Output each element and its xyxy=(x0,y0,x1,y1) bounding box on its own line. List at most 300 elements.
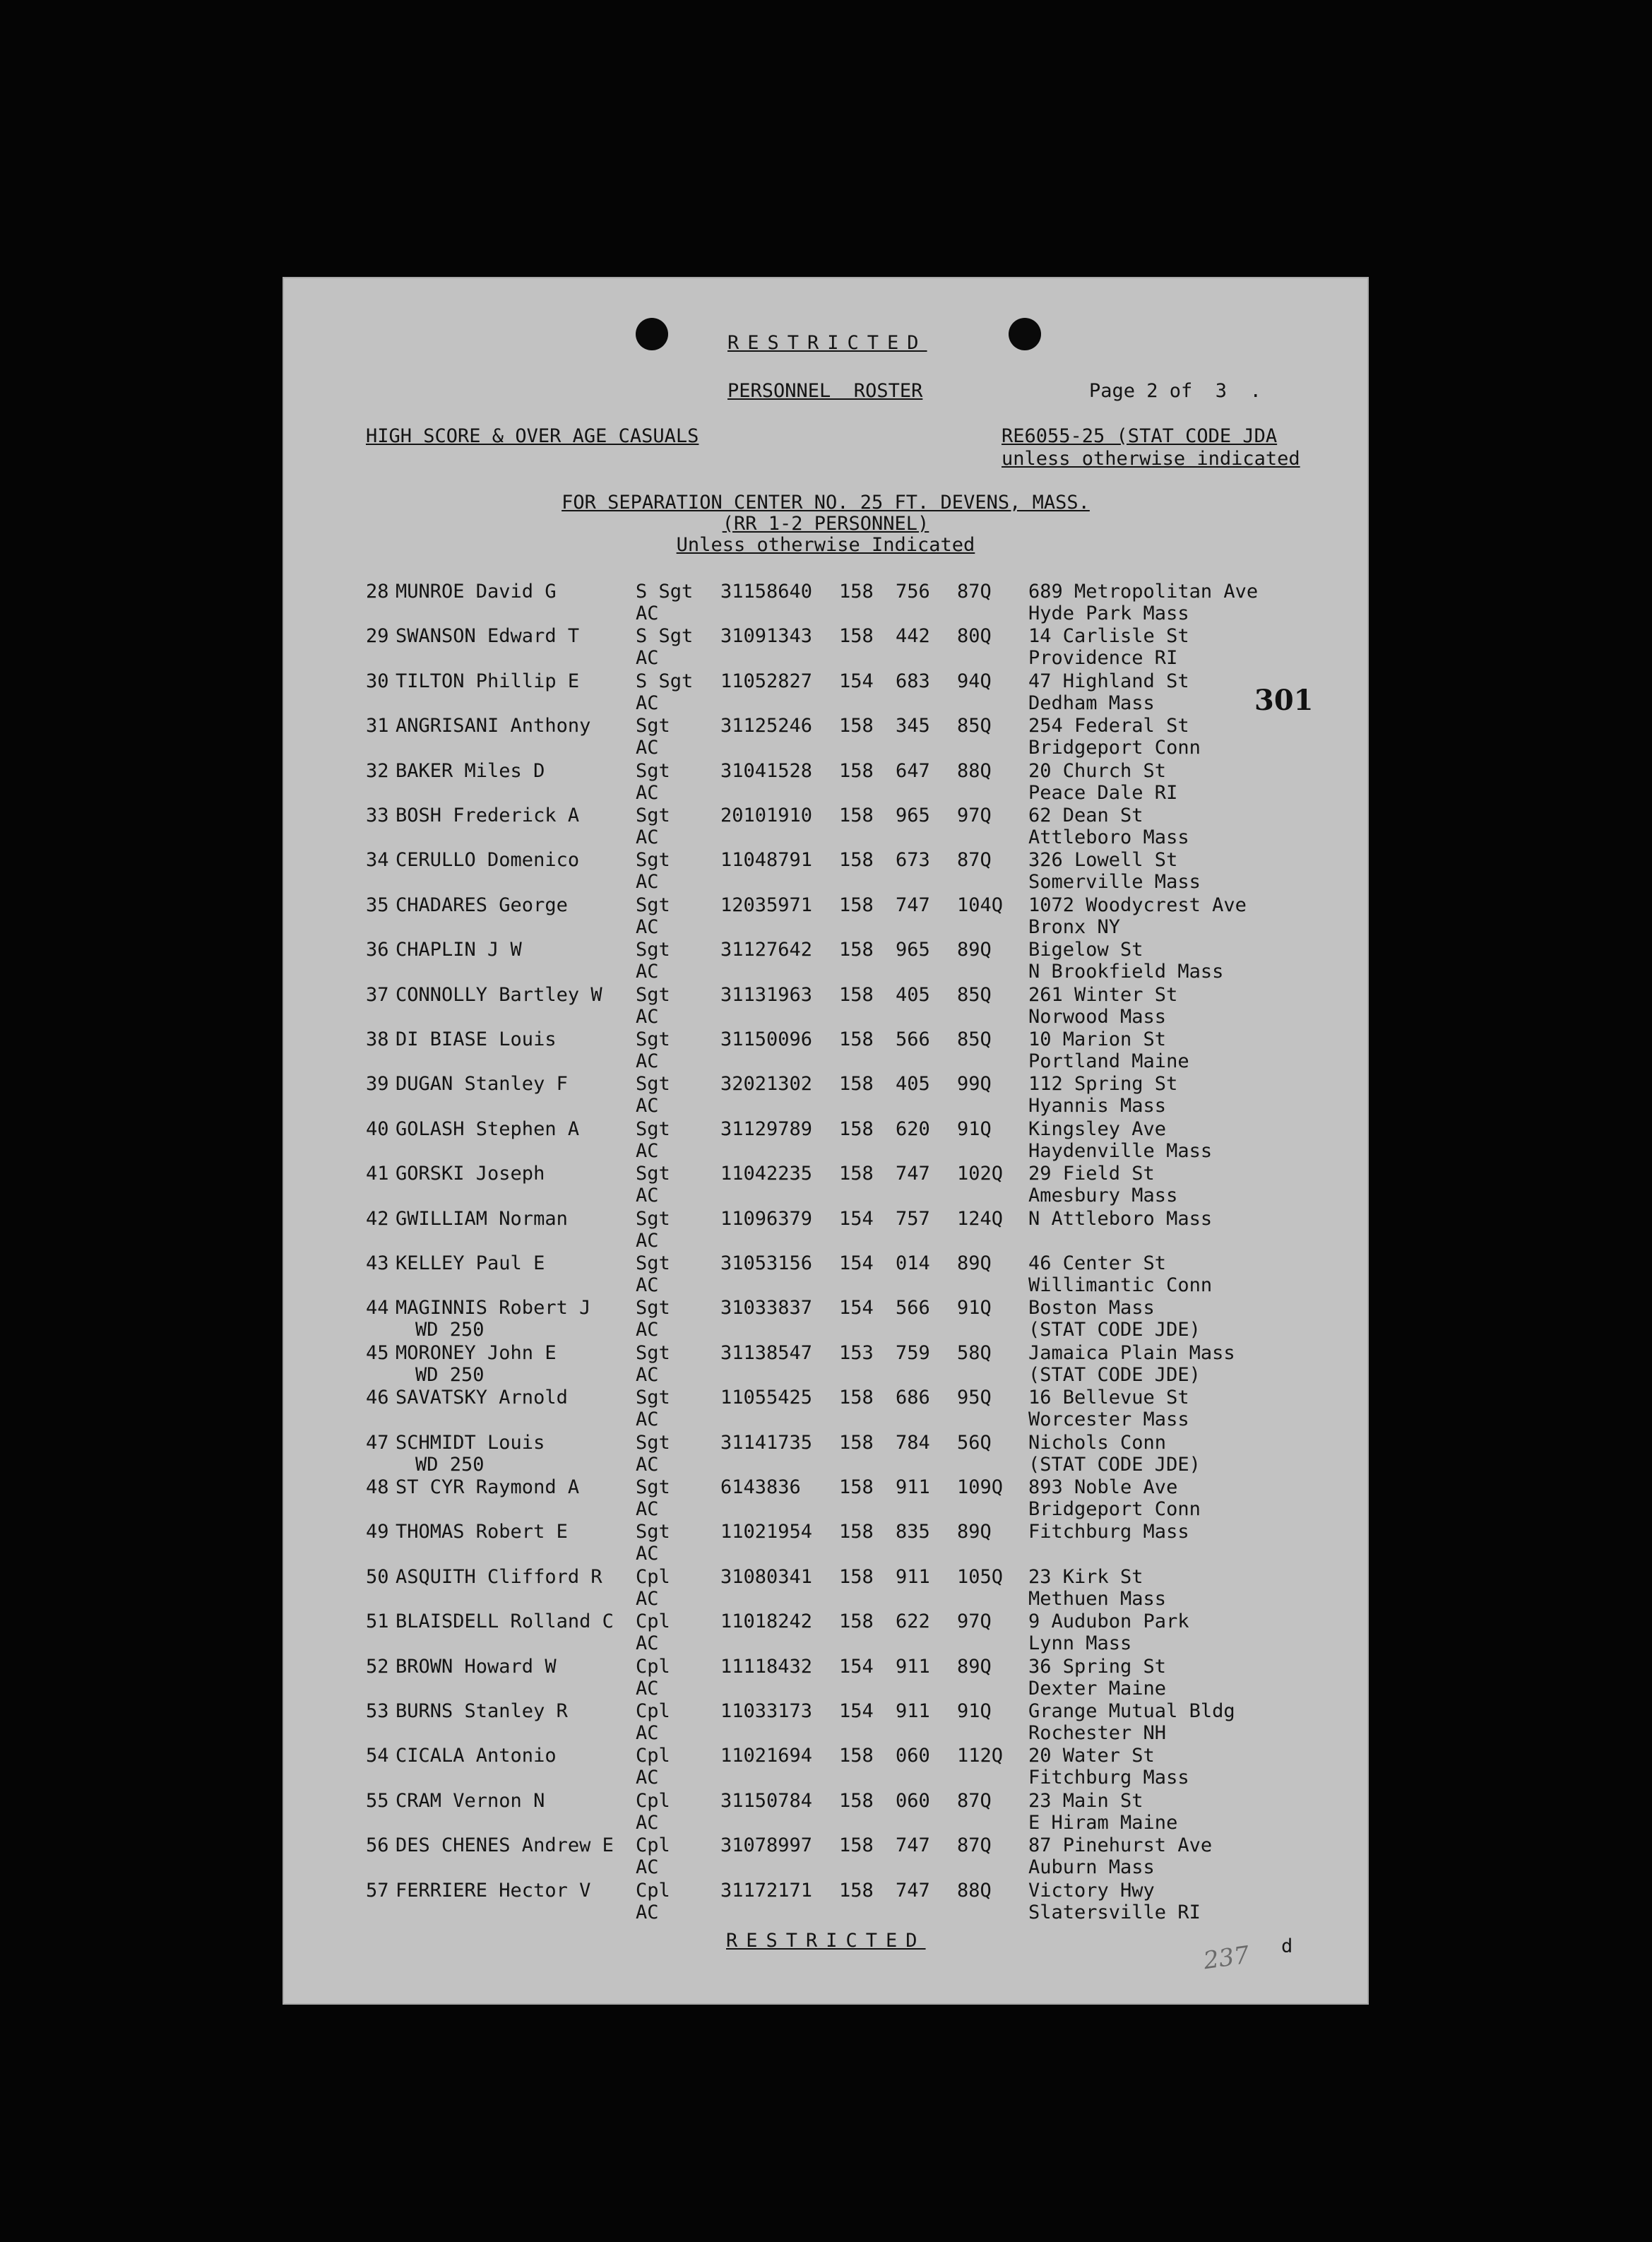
serial-number: 31041528 xyxy=(720,759,813,782)
grade: Cpl xyxy=(636,1611,670,1633)
center-line-1: FOR SEPARATION CENTER NO. 25 FT. DEVENS, MASS. xyxy=(561,492,1090,514)
mos-code: 622 xyxy=(896,1611,930,1633)
mos-code: 911 xyxy=(896,1700,930,1722)
soldier-name: DES CHENES Andrew E xyxy=(396,1834,614,1857)
asr-score: 97Q xyxy=(957,805,992,826)
address-line-2: Attleboro Mass xyxy=(1028,826,1189,848)
grade: Sgt xyxy=(636,1431,670,1454)
soldier-name: GORSKI Joseph xyxy=(396,1163,545,1185)
asr-score: 80Q xyxy=(957,625,992,648)
asr-score: 109Q xyxy=(957,1476,1004,1498)
grade: Sgt xyxy=(636,1073,670,1096)
soldier-name: BURNS Stanley R xyxy=(396,1700,568,1722)
roster-row xyxy=(283,1746,1369,1791)
asr-score: 87Q xyxy=(957,581,992,603)
grade: Cpl xyxy=(636,1700,670,1722)
component: AC xyxy=(636,1095,659,1117)
ssn-code: 158 xyxy=(839,1521,874,1543)
component: AC xyxy=(636,692,659,714)
serial-number: 31127642 xyxy=(720,939,813,961)
address-line-1: 326 Lowell St xyxy=(1028,849,1178,872)
row-number: 50 xyxy=(366,1565,389,1588)
ssn-code: 153 xyxy=(839,1341,874,1364)
asr-score: 85Q xyxy=(957,1028,992,1050)
address-line-2: Hyde Park Mass xyxy=(1028,603,1189,624)
soldier-name: ANGRISANI Anthony xyxy=(396,715,591,737)
soldier-name: DI BIASE Louis xyxy=(396,1028,557,1050)
soldier-name: BROWN Howard W xyxy=(396,1655,557,1678)
component: AC xyxy=(636,1050,659,1072)
component: AC xyxy=(636,1185,659,1207)
row-number: 41 xyxy=(366,1163,389,1185)
component: AC xyxy=(636,647,659,670)
address-line-2: Amesbury Mass xyxy=(1028,1185,1178,1207)
address-line-2: Auburn Mass xyxy=(1028,1856,1155,1879)
center-line-2: (RR 1-2 PERSONNEL) xyxy=(722,513,929,535)
asr-score: 87Q xyxy=(957,1834,992,1857)
row-number: 30 xyxy=(366,670,389,692)
row-number: 33 xyxy=(366,805,389,826)
serial-number: 31172171 xyxy=(720,1879,813,1902)
serial-number: 11033173 xyxy=(720,1700,813,1722)
component: AC xyxy=(636,1767,659,1789)
roster-row xyxy=(283,1478,1369,1523)
component: AC xyxy=(636,1229,659,1252)
row-number: 49 xyxy=(366,1521,389,1543)
mos-code: 759 xyxy=(896,1341,930,1364)
roster-row xyxy=(283,1254,1369,1299)
soldier-name: FERRIERE Hector V xyxy=(396,1879,591,1902)
address-line-2: Rochester NH xyxy=(1028,1722,1167,1744)
roster-row xyxy=(283,1702,1369,1747)
grade: Sgt xyxy=(636,1341,670,1364)
roster-row xyxy=(283,1522,1369,1567)
soldier-name: CICALA Antonio xyxy=(396,1745,557,1767)
roster-row xyxy=(283,940,1369,985)
address-line-1: 10 Marion St xyxy=(1028,1028,1167,1050)
soldier-name: BOSH Frederick A xyxy=(396,805,580,826)
asr-score: 89Q xyxy=(957,1252,992,1274)
mos-code: 747 xyxy=(896,1163,930,1185)
asr-score: 91Q xyxy=(957,1700,992,1722)
row-number: 32 xyxy=(366,759,389,782)
soldier-name: SAVATSKY Arnold xyxy=(396,1387,568,1409)
asr-score: 58Q xyxy=(957,1341,992,1364)
roster-row xyxy=(283,627,1369,672)
mos-code: 673 xyxy=(896,849,930,872)
address-line-2: Peace Dale RI xyxy=(1028,781,1178,804)
row-number: 43 xyxy=(366,1252,389,1274)
row-number: 51 xyxy=(366,1611,389,1633)
asr-score: 85Q xyxy=(957,983,992,1006)
roster-row xyxy=(283,582,1369,627)
grade: Sgt xyxy=(636,894,670,916)
mos-code: 965 xyxy=(896,805,930,826)
asr-score: 88Q xyxy=(957,1879,992,1902)
address-line-1: 261 Winter St xyxy=(1028,983,1178,1006)
component: AC xyxy=(636,1587,659,1610)
grade: Cpl xyxy=(636,1879,670,1902)
address-line-1: 23 Main St xyxy=(1028,1789,1143,1812)
roster-row xyxy=(283,1074,1369,1120)
roster-row xyxy=(283,716,1369,761)
soldier-name: CONNOLLY Bartley W xyxy=(396,983,602,1006)
address-line-2: Fitchburg Mass xyxy=(1028,1767,1189,1789)
serial-number: 31129789 xyxy=(720,1117,813,1140)
address-line-1: 62 Dean St xyxy=(1028,805,1143,826)
asr-score: 89Q xyxy=(957,1521,992,1543)
classification-footer: RESTRICTED xyxy=(726,1930,926,1952)
grade: Cpl xyxy=(636,1655,670,1678)
grade: Sgt xyxy=(636,1521,670,1543)
serial-number: 11118432 xyxy=(720,1655,813,1678)
right-title: RE6055-25 (STAT CODE JDA xyxy=(1002,425,1278,447)
component: AC xyxy=(636,1543,659,1565)
ssn-code: 158 xyxy=(839,1789,874,1812)
serial-number: 32021302 xyxy=(720,1073,813,1096)
soldier-name: TILTON Phillip E xyxy=(396,670,580,692)
roster-row xyxy=(283,1791,1369,1837)
ssn-code: 158 xyxy=(839,1073,874,1096)
soldier-name: MAGINNIS Robert J xyxy=(396,1297,591,1319)
component: AC xyxy=(636,1632,659,1655)
address-line-2: Bridgeport Conn xyxy=(1028,737,1201,759)
component: AC xyxy=(636,871,659,894)
ssn-code: 158 xyxy=(839,1431,874,1454)
row-number: 36 xyxy=(366,939,389,961)
ssn-code: 154 xyxy=(839,1207,874,1230)
serial-number: 31053156 xyxy=(720,1252,813,1274)
address-line-2: Methuen Mass xyxy=(1028,1587,1167,1610)
serial-number: 31150096 xyxy=(720,1028,813,1050)
row-number: 53 xyxy=(366,1700,389,1722)
mos-code: 911 xyxy=(896,1476,930,1498)
grade: S Sgt xyxy=(636,625,694,648)
ssn-code: 158 xyxy=(839,894,874,916)
pencil-suffix: d xyxy=(1281,1935,1293,1957)
row-number: 55 xyxy=(366,1789,389,1812)
asr-score: 91Q xyxy=(957,1297,992,1319)
asr-score: 87Q xyxy=(957,849,992,872)
address-line-1: 254 Federal St xyxy=(1028,715,1189,737)
mos-code: 566 xyxy=(896,1028,930,1050)
ssn-code: 154 xyxy=(839,1700,874,1722)
roster-row xyxy=(283,1612,1369,1657)
mos-code: 405 xyxy=(896,1073,930,1096)
roster-title: PERSONNEL ROSTER xyxy=(727,380,923,402)
ssn-code: 158 xyxy=(839,1387,874,1409)
grade: Cpl xyxy=(636,1745,670,1767)
row-number: 47 xyxy=(366,1431,389,1454)
roster-row xyxy=(283,1881,1369,1926)
address-line-1: Victory Hwy xyxy=(1028,1879,1155,1902)
grade: S Sgt xyxy=(636,670,694,692)
grade: S Sgt xyxy=(636,581,694,603)
asr-score: 102Q xyxy=(957,1163,1004,1185)
asr-score: 95Q xyxy=(957,1387,992,1409)
grade: Cpl xyxy=(636,1565,670,1588)
roster-page xyxy=(283,277,1369,2005)
row-number: 57 xyxy=(366,1879,389,1902)
component: AC xyxy=(636,1498,659,1520)
address-line-1: 23 Kirk St xyxy=(1028,1565,1143,1588)
stamped-number: 301 xyxy=(1254,684,1314,717)
address-line-1: 1072 Woodycrest Ave xyxy=(1028,894,1247,916)
ssn-code: 158 xyxy=(839,581,874,603)
asr-score: 88Q xyxy=(957,759,992,782)
serial-number: 6143836 xyxy=(720,1476,801,1498)
asr-score: 112Q xyxy=(957,1745,1004,1767)
address-line-1: 9 Audubon Park xyxy=(1028,1611,1189,1633)
address-line-2: Dexter Maine xyxy=(1028,1677,1167,1700)
ssn-code: 154 xyxy=(839,1655,874,1678)
address-line-2: Norwood Mass xyxy=(1028,1005,1167,1028)
mos-code: 911 xyxy=(896,1565,930,1588)
component: AC xyxy=(636,1408,659,1431)
soldier-name: SCHMIDT Louis xyxy=(396,1431,545,1454)
component: AC xyxy=(636,781,659,804)
ssn-code: 158 xyxy=(839,1163,874,1185)
component: AC xyxy=(636,1005,659,1028)
mos-code: 747 xyxy=(896,1834,930,1857)
asr-score: 85Q xyxy=(957,715,992,737)
component: AC xyxy=(636,1319,659,1341)
component: AC xyxy=(636,961,659,983)
serial-number: 11021954 xyxy=(720,1521,813,1543)
row-number: 56 xyxy=(366,1834,389,1857)
ssn-code: 158 xyxy=(839,983,874,1006)
grade: Sgt xyxy=(636,1163,670,1185)
grade: Sgt xyxy=(636,1252,670,1274)
address-line-2: Providence RI xyxy=(1028,647,1178,670)
mos-code: 620 xyxy=(896,1117,930,1140)
grade: Sgt xyxy=(636,983,670,1006)
roster-row xyxy=(283,1433,1369,1478)
roster-row xyxy=(283,1388,1369,1433)
row-number: 46 xyxy=(366,1387,389,1409)
serial-number: 11052827 xyxy=(720,670,813,692)
mos-code: 757 xyxy=(896,1207,930,1230)
classification-header: RESTRICTED xyxy=(727,332,927,354)
address-line-2: (STAT CODE JDE) xyxy=(1028,1319,1201,1341)
address-line-2: N Brookfield Mass xyxy=(1028,961,1224,983)
row-number: 29 xyxy=(366,625,389,648)
soldier-name: CHADARES George xyxy=(396,894,568,916)
soldier-name: CHAPLIN J W xyxy=(396,939,522,961)
address-line-1: 112 Spring St xyxy=(1028,1073,1178,1096)
mos-code: 683 xyxy=(896,670,930,692)
row-number: 40 xyxy=(366,1117,389,1140)
component: AC xyxy=(636,1856,659,1879)
component: AC xyxy=(636,826,659,848)
address-line-1: 46 Center St xyxy=(1028,1252,1167,1274)
ssn-code: 158 xyxy=(839,805,874,826)
address-line-1: Jamaica Plain Mass xyxy=(1028,1341,1235,1364)
asr-score: 91Q xyxy=(957,1117,992,1140)
ssn-code: 158 xyxy=(839,1028,874,1050)
row-number: 34 xyxy=(366,849,389,872)
soldier-name: GOLASH Stephen A xyxy=(396,1117,580,1140)
soldier-name: DUGAN Stanley F xyxy=(396,1073,568,1096)
asr-score: 104Q xyxy=(957,894,1004,916)
address-line-1: Bigelow St xyxy=(1028,939,1143,961)
ssn-code: 158 xyxy=(839,849,874,872)
soldier-name: BLAISDELL Rolland C xyxy=(396,1611,614,1633)
address-line-2: Bridgeport Conn xyxy=(1028,1498,1201,1520)
mos-code: 784 xyxy=(896,1431,930,1454)
soldier-name: CERULLO Domenico xyxy=(396,849,580,872)
component: AC xyxy=(636,1677,659,1700)
grade: Sgt xyxy=(636,1297,670,1319)
roster-row xyxy=(283,1567,1369,1613)
mos-code: 747 xyxy=(896,894,930,916)
serial-number: 11042235 xyxy=(720,1163,813,1185)
address-line-2: Haydenville Mass xyxy=(1028,1139,1213,1162)
address-line-1: 16 Bellevue St xyxy=(1028,1387,1189,1409)
ssn-code: 158 xyxy=(839,1879,874,1902)
address-line-1: Fitchburg Mass xyxy=(1028,1521,1189,1543)
address-line-2: E Hiram Maine xyxy=(1028,1811,1178,1834)
address-line-1: N Attleboro Mass xyxy=(1028,1207,1213,1230)
roster-row xyxy=(283,985,1369,1031)
serial-number: 31078997 xyxy=(720,1834,813,1857)
row-number: 45 xyxy=(366,1341,389,1364)
roster-row xyxy=(283,1657,1369,1702)
component: AC xyxy=(636,1722,659,1744)
punch-hole-left xyxy=(636,318,668,350)
address-line-1: 689 Metropolitan Ave xyxy=(1028,581,1259,603)
address-line-2: Worcester Mass xyxy=(1028,1408,1189,1431)
grade: Sgt xyxy=(636,849,670,872)
grade: Sgt xyxy=(636,759,670,782)
asr-score: 105Q xyxy=(957,1565,1004,1588)
asr-score: 124Q xyxy=(957,1207,1004,1230)
soldier-name: BAKER Miles D xyxy=(396,759,545,782)
component: AC xyxy=(636,603,659,624)
component: AC xyxy=(636,1363,659,1386)
roster-row xyxy=(283,1341,1369,1389)
address-line-1: 20 Water St xyxy=(1028,1745,1155,1767)
soldier-name: THOMAS Robert E xyxy=(396,1521,568,1543)
roster-row xyxy=(283,1117,1369,1165)
grade: Sgt xyxy=(636,805,670,826)
address-line-1: Boston Mass xyxy=(1028,1297,1155,1319)
asr-score: 89Q xyxy=(957,1655,992,1678)
soldier-name: SWANSON Edward T xyxy=(396,625,580,648)
soldier-name: CRAM Vernon N xyxy=(396,1789,545,1812)
ssn-code: 158 xyxy=(839,1476,874,1498)
address-line-2: Lynn Mass xyxy=(1028,1632,1132,1655)
row-number: 54 xyxy=(366,1745,389,1767)
soldier-name: MORONEY John E xyxy=(396,1341,557,1364)
row-number: 42 xyxy=(366,1207,389,1230)
serial-number: 31125246 xyxy=(720,715,813,737)
name-note: WD 250 xyxy=(415,1363,485,1386)
asr-score: 56Q xyxy=(957,1431,992,1454)
mos-code: 405 xyxy=(896,983,930,1006)
ssn-code: 154 xyxy=(839,1297,874,1319)
asr-score: 87Q xyxy=(957,1789,992,1812)
soldier-name: GWILLIAM Norman xyxy=(396,1207,568,1230)
roster-row xyxy=(283,850,1369,896)
ssn-code: 158 xyxy=(839,715,874,737)
asr-score: 89Q xyxy=(957,939,992,961)
left-title: HIGH SCORE & OVER AGE CASUALS xyxy=(366,425,699,447)
center-line-3: Unless otherwise Indicated xyxy=(676,534,975,556)
address-line-2: Dedham Mass xyxy=(1028,692,1155,714)
serial-number: 20101910 xyxy=(720,805,813,826)
mos-code: 911 xyxy=(896,1655,930,1678)
roster-row xyxy=(283,1209,1369,1255)
mos-code: 060 xyxy=(896,1789,930,1812)
mos-code: 647 xyxy=(896,759,930,782)
mos-code: 756 xyxy=(896,581,930,603)
serial-number: 31158640 xyxy=(720,581,813,603)
serial-number: 31091343 xyxy=(720,625,813,648)
mos-code: 566 xyxy=(896,1297,930,1319)
component: AC xyxy=(636,915,659,938)
serial-number: 31141735 xyxy=(720,1431,813,1454)
serial-number: 31131963 xyxy=(720,983,813,1006)
address-line-1: 87 Pinehurst Ave xyxy=(1028,1834,1213,1857)
mos-code: 345 xyxy=(896,715,930,737)
row-number: 38 xyxy=(366,1028,389,1050)
mos-code: 965 xyxy=(896,939,930,961)
roster-row xyxy=(283,1836,1369,1881)
mos-code: 686 xyxy=(896,1387,930,1409)
address-line-1: 36 Spring St xyxy=(1028,1655,1167,1678)
ssn-code: 158 xyxy=(839,1565,874,1588)
mos-code: 060 xyxy=(896,1745,930,1767)
name-note: WD 250 xyxy=(415,1319,485,1341)
soldier-name: ASQUITH Clifford R xyxy=(396,1565,602,1588)
asr-score: 99Q xyxy=(957,1073,992,1096)
component: AC xyxy=(636,1901,659,1923)
address-line-1: 29 Field St xyxy=(1028,1163,1155,1185)
row-number: 28 xyxy=(366,581,389,603)
asr-score: 97Q xyxy=(957,1611,992,1633)
name-note: WD 250 xyxy=(415,1453,485,1476)
component: AC xyxy=(636,1811,659,1834)
pencil-note: 237 xyxy=(1201,1940,1252,1976)
roster-row xyxy=(283,1030,1369,1075)
roster-row xyxy=(283,1298,1369,1344)
serial-number: 11055425 xyxy=(720,1387,813,1409)
ssn-code: 158 xyxy=(839,759,874,782)
roster-row xyxy=(283,896,1369,941)
soldier-name: ST CYR Raymond A xyxy=(396,1476,580,1498)
ssn-code: 158 xyxy=(839,1117,874,1140)
page-label: Page 2 of 3 . xyxy=(1089,380,1261,402)
serial-number: 11018242 xyxy=(720,1611,813,1633)
address-line-2: Portland Maine xyxy=(1028,1050,1189,1072)
mos-code: 835 xyxy=(896,1521,930,1543)
asr-score: 94Q xyxy=(957,670,992,692)
row-number: 31 xyxy=(366,715,389,737)
ssn-code: 158 xyxy=(839,939,874,961)
ssn-code: 154 xyxy=(839,1252,874,1274)
component: AC xyxy=(636,737,659,759)
serial-number: 31033837 xyxy=(720,1297,813,1319)
roster-row xyxy=(283,1164,1369,1209)
ssn-code: 158 xyxy=(839,1611,874,1633)
address-line-1: Nichols Conn xyxy=(1028,1431,1167,1454)
address-line-2: Hyannis Mass xyxy=(1028,1095,1167,1117)
address-line-1: 20 Church St xyxy=(1028,759,1167,782)
serial-number: 11048791 xyxy=(720,849,813,872)
grade: Sgt xyxy=(636,939,670,961)
serial-number: 31080341 xyxy=(720,1565,813,1588)
